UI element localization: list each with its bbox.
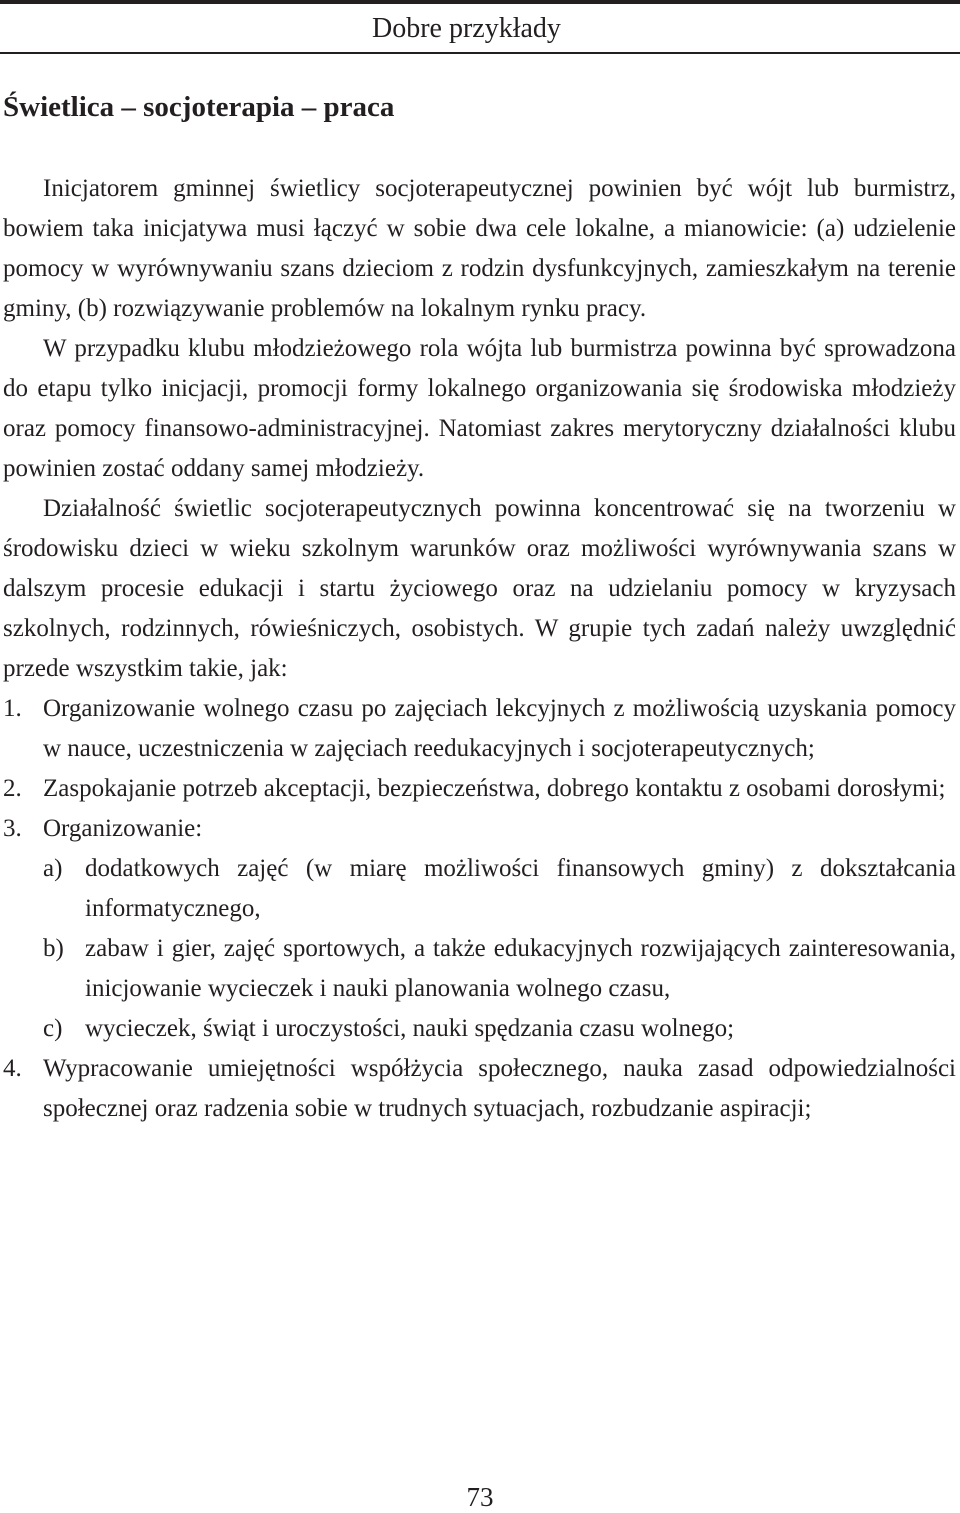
sublist-item-text: zabaw i gier, zajęć sportowych, a także edukacyjnych rozwijających zainteresowania, inicjowanie wycieczek i nauki planowania wolnego czasu, bbox=[85, 935, 956, 1002]
lettered-sublist bbox=[43, 849, 956, 1049]
list-item bbox=[3, 809, 956, 1049]
top-rule bbox=[0, 0, 960, 4]
list-item-text: Organizowanie: bbox=[43, 815, 203, 842]
paragraph: W przypadku klubu młodzieżowego rola wójta lub burmistrza powinna być sprowadzona do etapu tylko inicjacji, promocji formy lokalnego organizowania się środowiska młodzieży oraz pomocy finansowo-administracyjnej. Natomiast zakres merytoryczny działalności klubu powinien zostać oddany samej młodzieży. bbox=[3, 335, 956, 482]
paragraph: Działalność świetlic socjoterapeutycznych powinna koncentrować się na tworzeniu w środowisku dzieci w wieku szkolnym warunków oraz możliwości wyrównywania szans w dalszym procesie edukacji i startu życiowego oraz na udzielaniu pomocy w kryzysach szkolnych, rodzinnych, rówieśniczych, osobistych. W grupie tych zadań należy uwzględnić przede wszystkim takie, jak: bbox=[3, 495, 956, 682]
list-number: 3. bbox=[3, 815, 22, 842]
list-number: 1. bbox=[3, 695, 22, 722]
sublist-item bbox=[43, 1009, 956, 1049]
list-item-text: Organizowanie wolnego czasu po zajęciach lekcyjnych z możliwością uzyskania pomocy w nauce, uczestniczenia w zajęciach reedukacyjnych i socjoterapeutycznych; bbox=[43, 695, 956, 762]
sublist-letter: c) bbox=[43, 1015, 63, 1042]
list-item bbox=[3, 1049, 956, 1129]
list-item-text: Zaspokajanie potrzeb akceptacji, bezpieczeństwa, dobrego kontaktu z osobami dorosłymi; bbox=[43, 775, 946, 802]
list-number: 2. bbox=[3, 775, 22, 802]
list-item bbox=[3, 689, 956, 769]
header-rule bbox=[0, 52, 960, 54]
list-item bbox=[3, 769, 956, 809]
page-number: 73 bbox=[466, 1482, 494, 1512]
running-header: Dobre przykłady bbox=[372, 13, 561, 44]
sublist-letter: b) bbox=[43, 935, 64, 962]
sublist-item-text: dodatkowych zajęć (w miarę możliwości finansowych gminy) z dokształcania informatycznego, bbox=[85, 855, 956, 922]
paragraph: Inicjatorem gminnej świetlicy socjoterapeutycznej powinien być wójt lub burmistrz, bowiem taka inicjatywa musi łączyć w sobie dwa cele lokalne, a mianowicie: (a) udzielenie pomocy w wyrównywaniu szans dzieciom z rodzin dysfunkcyjnych, zamieszkałym na terenie gminy, (b) rozwiązywanie problemów na lokalnym rynku pracy. bbox=[3, 175, 956, 322]
body-text bbox=[3, 169, 956, 1129]
sublist-item-text: wycieczek, świąt i uroczystości, nauki spędzania czasu wolnego; bbox=[85, 1015, 735, 1042]
list-number: 4. bbox=[3, 1055, 22, 1082]
section-title: Świetlica – socjoterapia – praca bbox=[3, 91, 395, 123]
list-item-text: Wypracowanie umiejętności współżycia społecznego, nauka zasad odpowiedzialności społecznej oraz radzenia sobie w trudnych sytuacjach, rozbudzanie aspiracji; bbox=[43, 1055, 956, 1122]
numbered-list bbox=[3, 689, 956, 1129]
sublist-item bbox=[43, 849, 956, 929]
sublist-item bbox=[43, 929, 956, 1009]
sublist-letter: a) bbox=[43, 855, 63, 882]
